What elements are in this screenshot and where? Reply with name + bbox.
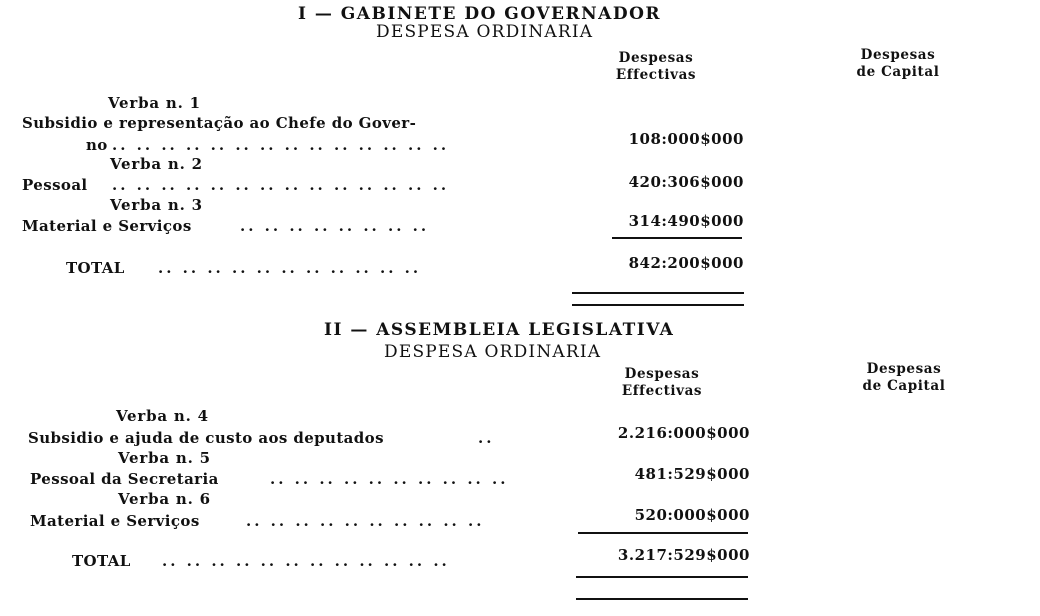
verba-label: Verba n. 2 bbox=[110, 155, 203, 173]
amount-value: 520:000$000 bbox=[634, 506, 750, 524]
section2-subtitle: DESPESA ORDINARIA bbox=[384, 342, 602, 362]
verba-label: Verba n. 3 bbox=[110, 196, 203, 214]
col-effectivas-line2: Effectivas bbox=[621, 383, 703, 399]
section1-col-capital-header bbox=[836, 47, 960, 81]
item-label: Subsidio e ajuda de custo aos deputados bbox=[28, 429, 384, 447]
total-label: TOTAL bbox=[66, 259, 125, 277]
amount-value: 108:000$000 bbox=[628, 130, 744, 148]
section1-col-effectivas-header bbox=[596, 50, 716, 84]
verba-label: Verba n. 6 bbox=[118, 490, 211, 508]
item-label-continuation: no bbox=[86, 136, 108, 154]
col-capital-line1: Despesas bbox=[860, 47, 936, 63]
dot-leader: .. .. .. .. .. .. .. .. .. .. .. .. bbox=[162, 552, 450, 570]
item-label: Material e Serviços bbox=[22, 217, 192, 235]
item-label: Pessoal bbox=[22, 176, 88, 194]
item-label: Pessoal da Secretaria bbox=[30, 470, 219, 488]
col-effectivas-line1: Despesas bbox=[624, 366, 700, 382]
dot-leader: .. .. .. .. .. .. .. .. .. .. .. .. .. .. bbox=[112, 136, 450, 154]
total-rule-top bbox=[576, 576, 748, 578]
total-rule-bottom bbox=[572, 304, 744, 306]
section1-subtitle: DESPESA ORDINARIA bbox=[376, 22, 594, 42]
amount-value: 481:529$000 bbox=[634, 465, 750, 483]
section2-col-capital-header bbox=[842, 361, 966, 395]
verba-label: Verba n. 1 bbox=[108, 94, 201, 112]
dot-leader: .. .. .. .. .. .. .. .. .. .. .. .. .. .. bbox=[112, 176, 450, 194]
total-amount: 842:200$000 bbox=[628, 254, 744, 272]
total-rule-top bbox=[572, 292, 744, 294]
total-rule-bottom bbox=[576, 598, 748, 600]
subtotal-rule bbox=[612, 237, 742, 239]
col-effectivas-line2: Effectivas bbox=[615, 67, 697, 83]
total-amount: 3.217:529$000 bbox=[617, 546, 750, 564]
col-capital-line1: Despesas bbox=[866, 361, 942, 377]
item-label: Material e Serviços bbox=[30, 512, 200, 530]
section1-title: I — GABINETE DO GOVERNADOR bbox=[298, 4, 662, 24]
amount-value: 314:490$000 bbox=[628, 212, 744, 230]
subtotal-rule bbox=[578, 532, 748, 534]
amount-value: 2.216:000$000 bbox=[617, 424, 750, 442]
total-label: TOTAL bbox=[72, 552, 131, 570]
col-capital-line2: de Capital bbox=[856, 64, 940, 80]
section2-title: II — ASSEMBLEIA LEGISLATIVA bbox=[324, 320, 675, 340]
item-label: Subsidio e representação ao Chefe do Gover- bbox=[22, 114, 417, 132]
amount-value: 420:306$000 bbox=[628, 173, 744, 191]
verba-label: Verba n. 4 bbox=[116, 407, 209, 425]
dot-leader: .. .. .. .. .. .. .. .. .. .. .. bbox=[158, 259, 422, 277]
section2-col-effectivas-header bbox=[600, 366, 724, 400]
verba-label: Verba n. 5 bbox=[118, 449, 211, 467]
dot-leader: .. bbox=[478, 429, 495, 447]
dot-leader: .. .. .. .. .. .. .. .. .. .. bbox=[270, 470, 509, 488]
dot-leader: .. .. .. .. .. .. .. .. bbox=[240, 217, 430, 235]
col-effectivas-line1: Despesas bbox=[618, 50, 694, 66]
dot-leader: .. .. .. .. .. .. .. .. .. .. bbox=[246, 512, 485, 530]
col-capital-line2: de Capital bbox=[862, 378, 946, 394]
